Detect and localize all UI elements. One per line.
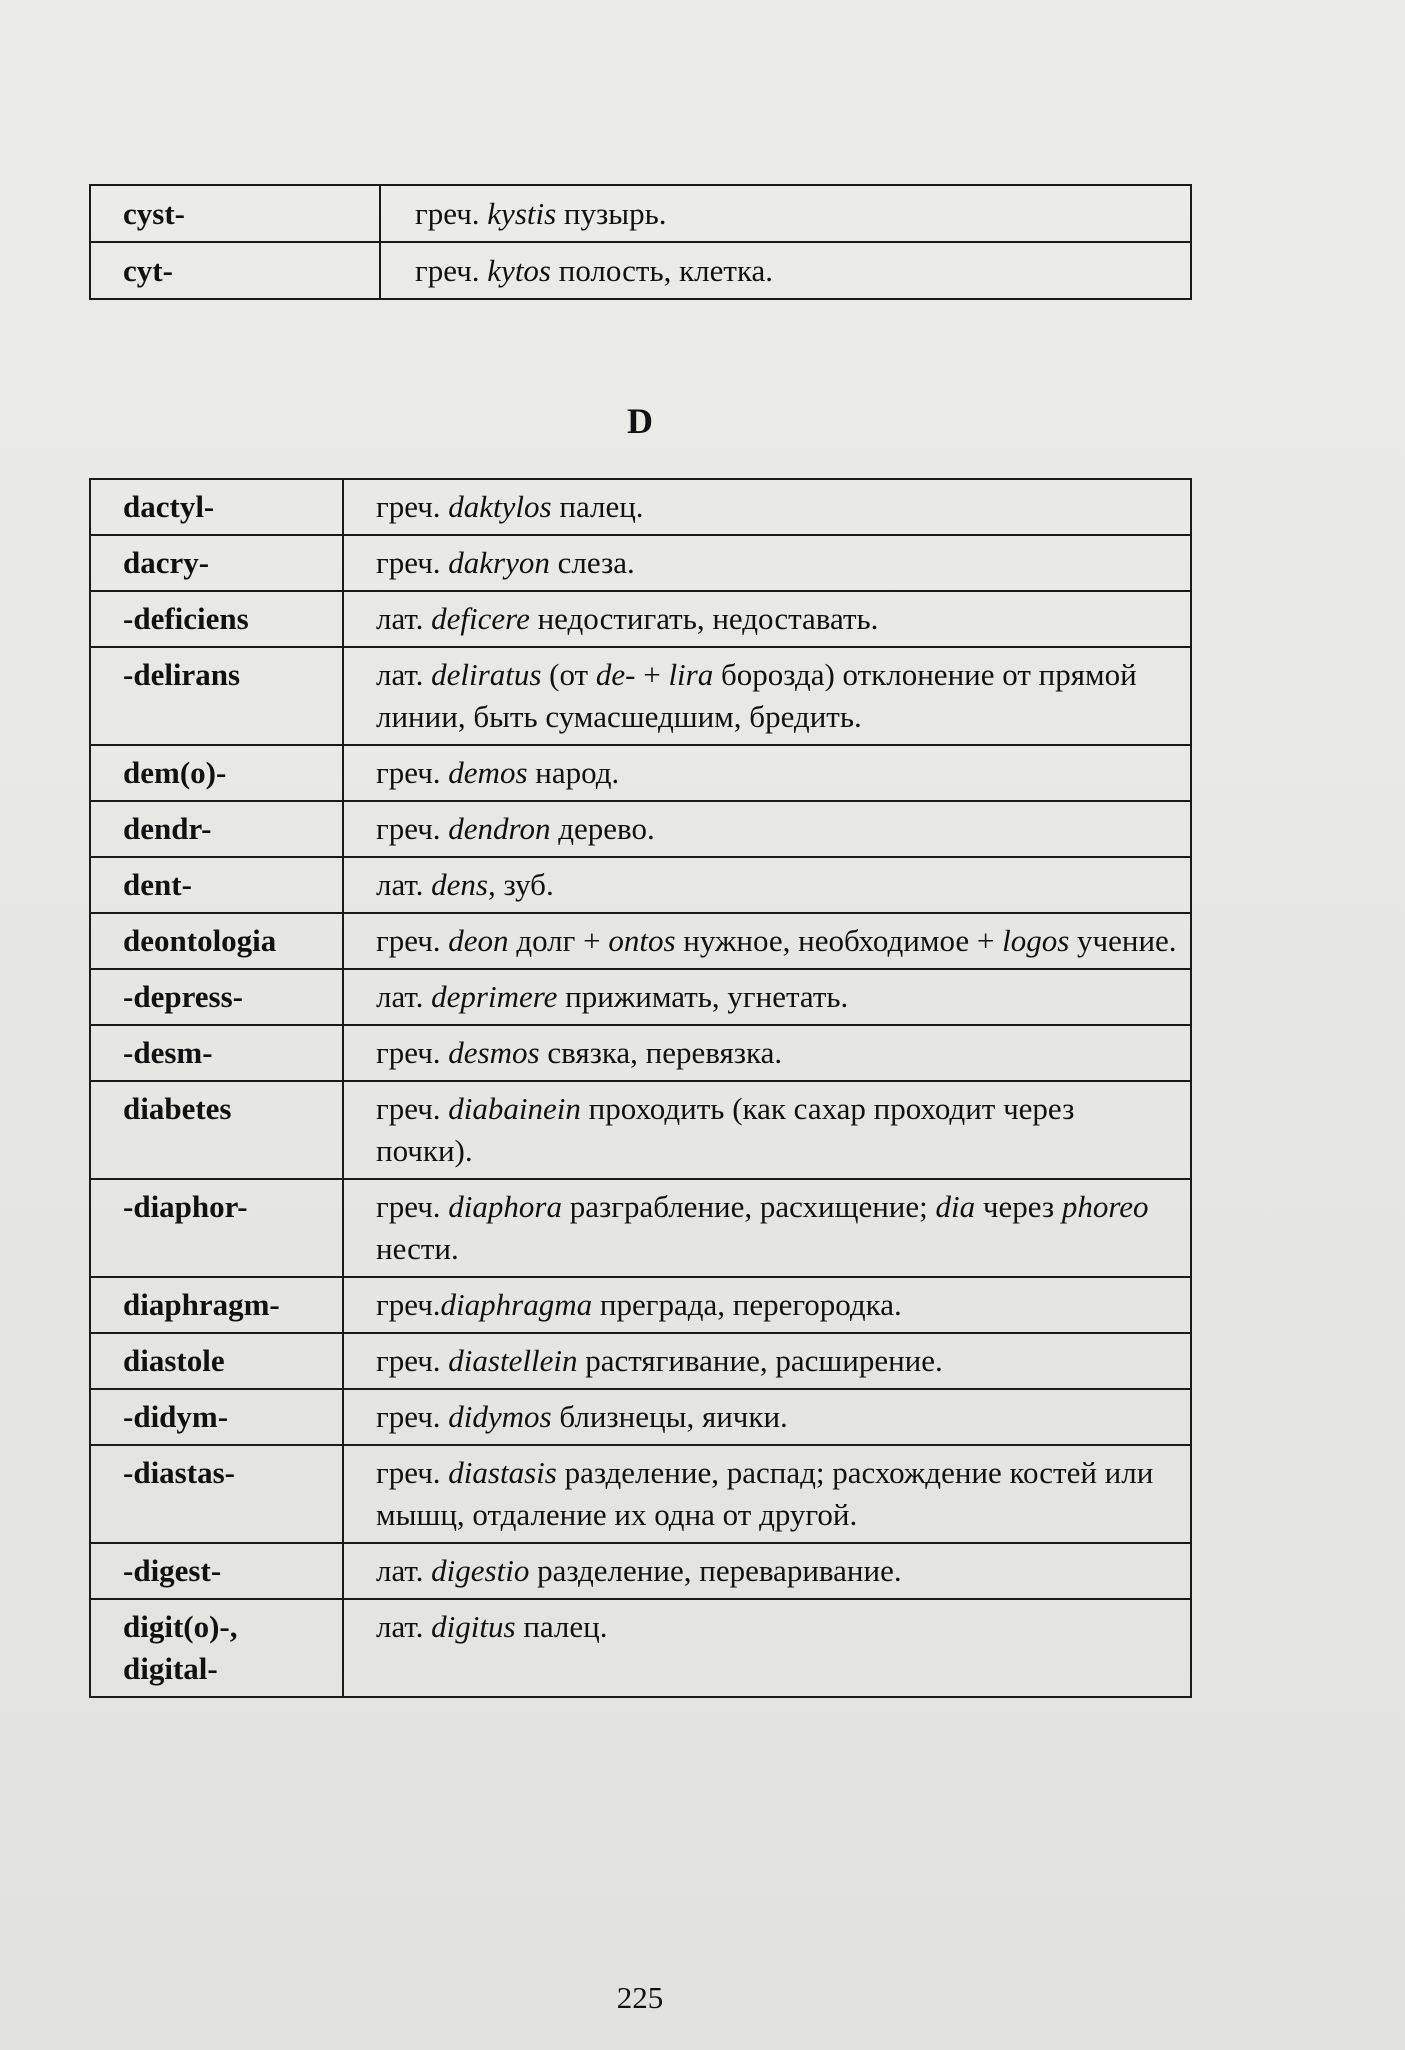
section-letter-heading: D bbox=[627, 401, 653, 441]
etymon-word: kytos bbox=[487, 253, 551, 288]
entry-definition bbox=[343, 1543, 1191, 1599]
definition-text: борозда) отклонение от прямой линии, быть сумасшедшим, бредить. bbox=[376, 657, 1137, 734]
entry-definition bbox=[343, 535, 1191, 591]
entry-term: digit(o)-, digital- bbox=[90, 1599, 343, 1697]
definition-text: греч. bbox=[415, 253, 488, 288]
dictionary-entry-row bbox=[90, 745, 1191, 801]
etymon-word: deliratus bbox=[431, 657, 542, 692]
dictionary-entry-row bbox=[90, 591, 1191, 647]
entry-term: -desm- bbox=[90, 1025, 343, 1081]
definition-text: зуб. bbox=[495, 867, 554, 902]
page-number: 225 bbox=[616, 1980, 664, 2015]
dictionary-entry-row bbox=[90, 1277, 1191, 1333]
etymon-word: digitus bbox=[431, 1609, 516, 1644]
entry-term: deontologia bbox=[90, 913, 343, 969]
definition-text: проходить (как сахар проходит через почки). bbox=[376, 1091, 1075, 1168]
entry-term: dactyl- bbox=[90, 479, 343, 535]
dictionary-entry-row bbox=[90, 1025, 1191, 1081]
definition-text: палец. bbox=[551, 489, 644, 524]
entry-term: cyt- bbox=[90, 242, 380, 299]
entry-definition bbox=[343, 591, 1191, 647]
entry-definition bbox=[343, 647, 1191, 745]
definition-text: греч. bbox=[376, 1399, 449, 1434]
dictionary-entry-row bbox=[90, 1179, 1191, 1277]
definition-text: разделение, переваривание. bbox=[529, 1553, 902, 1588]
definition-text: (от bbox=[541, 657, 596, 692]
definition-text: дерево. bbox=[550, 811, 655, 846]
definition-text: греч. bbox=[376, 1035, 449, 1070]
definition-text: греч. bbox=[376, 489, 449, 524]
definition-text: греч. bbox=[376, 1287, 441, 1322]
etymon-word: diaphora bbox=[448, 1189, 562, 1224]
entry-definition bbox=[343, 1081, 1191, 1179]
dictionary-entry-row bbox=[90, 185, 1191, 242]
entry-definition bbox=[343, 913, 1191, 969]
etymon-word: didymos bbox=[448, 1399, 552, 1434]
definition-text: лат. bbox=[376, 867, 432, 902]
etymon-word: logos bbox=[1002, 923, 1070, 958]
etymon-word: daktylos bbox=[448, 489, 552, 524]
definition-text: греч. bbox=[415, 196, 488, 231]
etymon-word: diastasis bbox=[448, 1455, 557, 1490]
entry-definition bbox=[343, 745, 1191, 801]
etymon-word: desmos bbox=[448, 1035, 540, 1070]
definition-text: близнецы, яички. bbox=[551, 1399, 788, 1434]
definition-text: лат. bbox=[376, 1553, 432, 1588]
entry-definition bbox=[343, 1333, 1191, 1389]
definition-text: недостигать, недоставать. bbox=[529, 601, 879, 636]
definition-text: прижимать, угнетать. bbox=[557, 979, 849, 1014]
dictionary-entry-row bbox=[90, 1445, 1191, 1543]
definition-text: разграбление, расхищение; bbox=[561, 1189, 936, 1224]
entry-term: dendr- bbox=[90, 801, 343, 857]
entry-definition bbox=[343, 1445, 1191, 1543]
entry-term: -deficiens bbox=[90, 591, 343, 647]
entry-definition bbox=[343, 1599, 1191, 1697]
etymon-word: de- bbox=[595, 657, 636, 692]
definition-text: греч. bbox=[376, 811, 449, 846]
definition-text: полость, клетка. bbox=[551, 253, 774, 288]
definition-text: преграда, перегородка. bbox=[592, 1287, 902, 1322]
definition-text: пузырь. bbox=[556, 196, 667, 231]
etymon-word: kystis bbox=[487, 196, 557, 231]
dictionary-entry-row bbox=[90, 857, 1191, 913]
section-d-table bbox=[89, 478, 1192, 1698]
dictionary-entry-row bbox=[90, 479, 1191, 535]
etymon-word: digestio bbox=[431, 1553, 530, 1588]
etymon-word: diastellein bbox=[448, 1343, 578, 1378]
definition-text: лат. bbox=[376, 979, 432, 1014]
entry-definition bbox=[343, 479, 1191, 535]
entry-definition bbox=[343, 857, 1191, 913]
entry-definition bbox=[343, 1389, 1191, 1445]
definition-text: греч. bbox=[376, 1343, 449, 1378]
etymon-word: ontos bbox=[608, 923, 676, 958]
etymon-word: diaphragma bbox=[440, 1287, 593, 1322]
etymon-word: deprimere bbox=[431, 979, 558, 1014]
entry-definition bbox=[343, 969, 1191, 1025]
definition-text: греч. bbox=[376, 755, 449, 790]
etymon-word: dakryon bbox=[448, 545, 550, 580]
dictionary-entry-row bbox=[90, 535, 1191, 591]
dictionary-entry-row bbox=[90, 242, 1191, 299]
etymon-word: dendron bbox=[448, 811, 551, 846]
entry-definition bbox=[343, 1179, 1191, 1277]
definition-text: связка, перевязка. bbox=[539, 1035, 783, 1070]
definition-text: растягивание, расширение. bbox=[577, 1343, 943, 1378]
definition-text: долг + bbox=[508, 923, 609, 958]
entry-term: -delirans bbox=[90, 647, 343, 745]
entry-term: diabetes bbox=[90, 1081, 343, 1179]
entry-term: dacry- bbox=[90, 535, 343, 591]
etymon-word: dia bbox=[935, 1189, 976, 1224]
definition-text: слеза. bbox=[549, 545, 635, 580]
dictionary-entry-row bbox=[90, 1543, 1191, 1599]
definition-text: лат. bbox=[376, 1609, 432, 1644]
entry-definition bbox=[380, 242, 1191, 299]
entry-term: -diastas- bbox=[90, 1445, 343, 1543]
dictionary-entry-row bbox=[90, 1389, 1191, 1445]
entry-term: -depress- bbox=[90, 969, 343, 1025]
etymon-word: dens, bbox=[431, 867, 496, 902]
etymon-word: deficere bbox=[431, 601, 530, 636]
definition-text: греч. bbox=[376, 1091, 449, 1126]
entry-term: diastole bbox=[90, 1333, 343, 1389]
dictionary-entry-row bbox=[90, 801, 1191, 857]
entry-definition bbox=[343, 1277, 1191, 1333]
definition-text: греч. bbox=[376, 545, 449, 580]
section-c-rows bbox=[90, 185, 1191, 299]
definition-text: учение. bbox=[1069, 923, 1177, 958]
dictionary-entry-row bbox=[90, 1081, 1191, 1179]
dictionary-entry-row bbox=[90, 969, 1191, 1025]
etymon-word: lira bbox=[668, 657, 714, 692]
etymon-word: phoreo bbox=[1061, 1189, 1149, 1224]
definition-text: разделение, распад; расхождение костей или мышц, отдаление их одна от другой. bbox=[376, 1455, 1154, 1532]
dictionary-entry-row bbox=[90, 647, 1191, 745]
definition-text: лат. bbox=[376, 657, 432, 692]
entry-definition bbox=[343, 801, 1191, 857]
etymon-word: deon bbox=[448, 923, 509, 958]
entry-term: -diaphor- bbox=[90, 1179, 343, 1277]
definition-text: через bbox=[975, 1189, 1062, 1224]
entry-term: diaphragm- bbox=[90, 1277, 343, 1333]
definition-text: нести. bbox=[376, 1231, 459, 1266]
dictionary-entry-row bbox=[90, 1599, 1191, 1697]
section-c-table bbox=[89, 184, 1192, 300]
definition-text: греч. bbox=[376, 923, 449, 958]
dictionary-entry-row bbox=[90, 913, 1191, 969]
entry-term: dem(o)- bbox=[90, 745, 343, 801]
entry-term: dent- bbox=[90, 857, 343, 913]
dictionary-entry-row bbox=[90, 1333, 1191, 1389]
definition-text: греч. bbox=[376, 1189, 449, 1224]
definition-text: палец. bbox=[515, 1609, 608, 1644]
etymon-word: demos bbox=[448, 755, 528, 790]
etymon-word: diabainein bbox=[448, 1091, 581, 1126]
entry-definition bbox=[343, 1025, 1191, 1081]
definition-text: народ. bbox=[527, 755, 620, 790]
definition-text: греч. bbox=[376, 1455, 449, 1490]
entry-definition bbox=[380, 185, 1191, 242]
section-d-rows bbox=[90, 479, 1191, 1697]
definition-text: лат. bbox=[376, 601, 432, 636]
entry-term: -digest- bbox=[90, 1543, 343, 1599]
definition-text: нужное, необходимое + bbox=[675, 923, 1003, 958]
entry-term: cyst- bbox=[90, 185, 380, 242]
entry-term: -didym- bbox=[90, 1389, 343, 1445]
definition-text: + bbox=[635, 657, 669, 692]
